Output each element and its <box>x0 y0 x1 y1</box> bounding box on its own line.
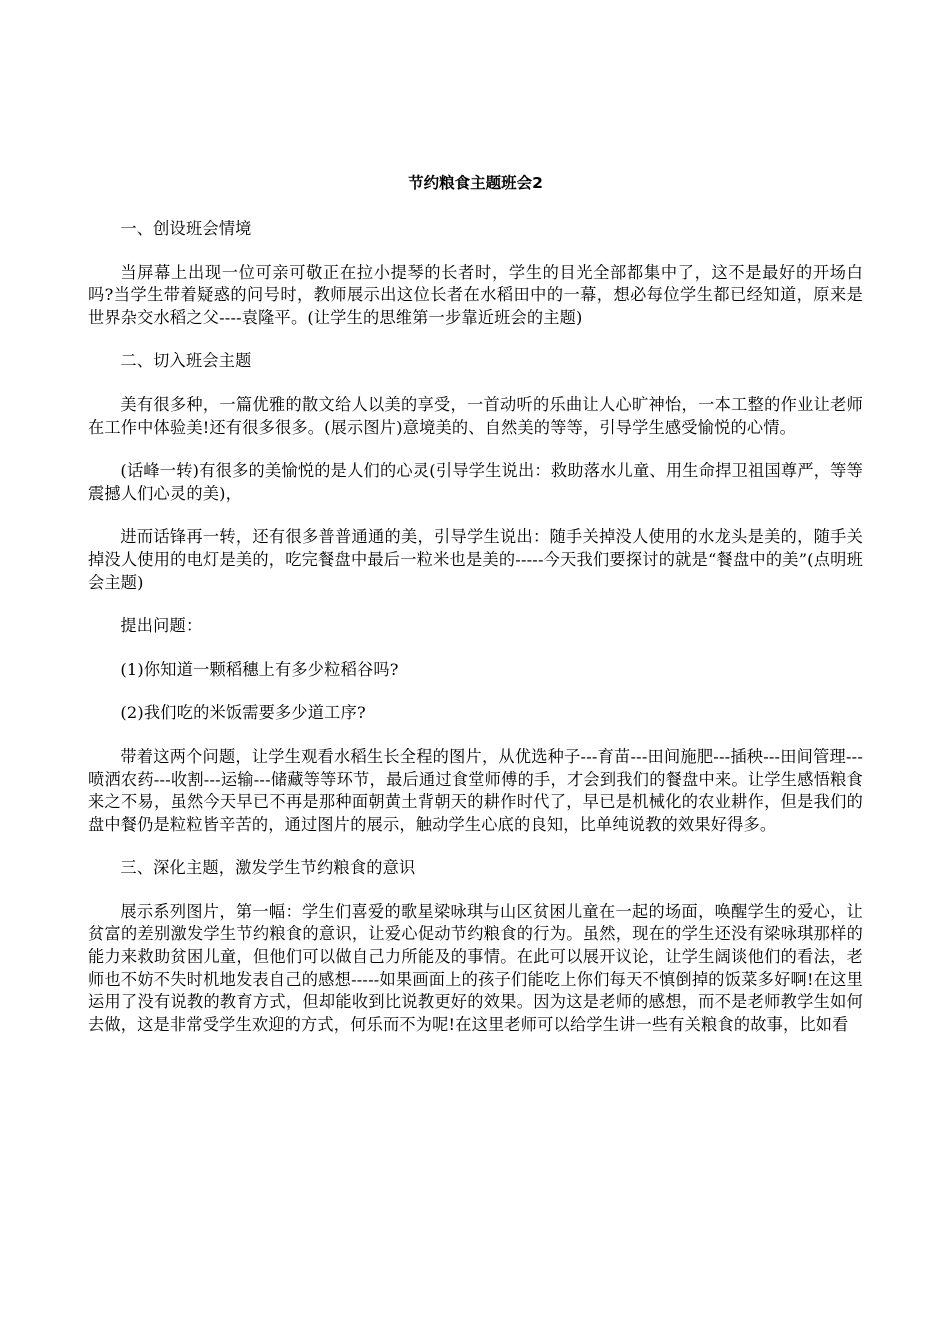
paragraph: 美有很多种，一篇优雅的散文给人以美的享受，一首动听的乐曲让人心旷神怡，一本工整的作业让老师在工作中体验美!还有很多很多。(展示图片)意境美的、自然美的等等，引导学生感受愉悦的心情。 <box>88 394 863 437</box>
document-title: 节约粮食主题班会2 <box>408 174 543 192</box>
section-heading-2: 二、切入班会主题 <box>120 351 252 371</box>
section-heading-1: 一、创设班会情境 <box>120 219 252 238</box>
paragraph: 提出问题： <box>120 616 203 636</box>
paragraph: (话峰一转)有很多的美愉悦的是人们的心灵(引导学生说出：救助落水儿童、用生命捍卫祖国尊严，等等震撼人们心灵的美)， <box>88 461 863 503</box>
section-heading-3: 三、深化主题，激发学生节约粮食的意识 <box>120 858 416 878</box>
paragraph: 当屏幕上出现一位可亲可敬正在拉小提琴的长者时，学生的目光全部都集中了，这不是最好的开场白吗?当学生带着疑惑的问号时，教师展示出这位长者在水稻田中的一幕，想必每位学生都已经知道，原来是世界杂交水稻之父----袁隆平。(让学生的思维第一步靠近班会的主题) <box>88 262 863 327</box>
question-item: (2)我们吃的米饭需要多少道工序? <box>120 703 366 723</box>
paragraph: 展示系列图片，第一幅：学生们喜爱的歌星梁咏琪与山区贫困儿童在一起的场面，唤醒学生的爱心，让贫富的差别激发学生节约粮食的意识，让爱心促动节约粮食的行为。虽然，现在的学生还没有梁咏琪那样的能力来救助贫困儿童，但他们可以做自己力所能及的事情。在此可以展开议论，让学生阔谈他们的看法，老师也不妨不失时机地发表自己的感想-----如果画面上的孩子们能吃上你们每天不慎倒掉的饭菜多好啊!在这里运用了没有说教的教育方式，但却能收到比说教更好的效果。因为这是老师的感想，而不是老师教学生如何去做，这是非常受学生欢迎的方式，何乐而不为呢!在这里老师可以给学生讲一些有关粮食的故事，比如看 <box>88 901 863 1034</box>
document-body <box>88 218 863 1057</box>
question-item: (1)你知道一颗稻穗上有多少粒稻谷吗? <box>120 659 399 679</box>
paragraph: 进而话锋再一转，还有很多普普通通的美，引导学生说出：随手关掉没人使用的水龙头是美的，随手关掉没人使用的电灯是美的，吃完餐盘中最后一粒米也是美的-----今天我们要探讨的就是“餐盘中的美”(点明班会主题) <box>88 527 863 592</box>
paragraph: 带着这两个问题，让学生观看水稻生长全程的图片，从优选种子---育苗---田间施肥---插秧---田间管理---喷洒农药---收割---运输---储藏等等环节，最后通过食堂师傅的手，才会到我们的餐盘中来。让学生感悟粮食来之不易，虽然今天早已不再是那种面朝黄土背朝天的耕作时代了，早已是机械化的农业耕作，但是我们的盘中餐仍是粒粒皆辛苦的，通过图片的展示，触动学生心底的良知，比单纯说教的效果好得多。 <box>88 746 863 834</box>
